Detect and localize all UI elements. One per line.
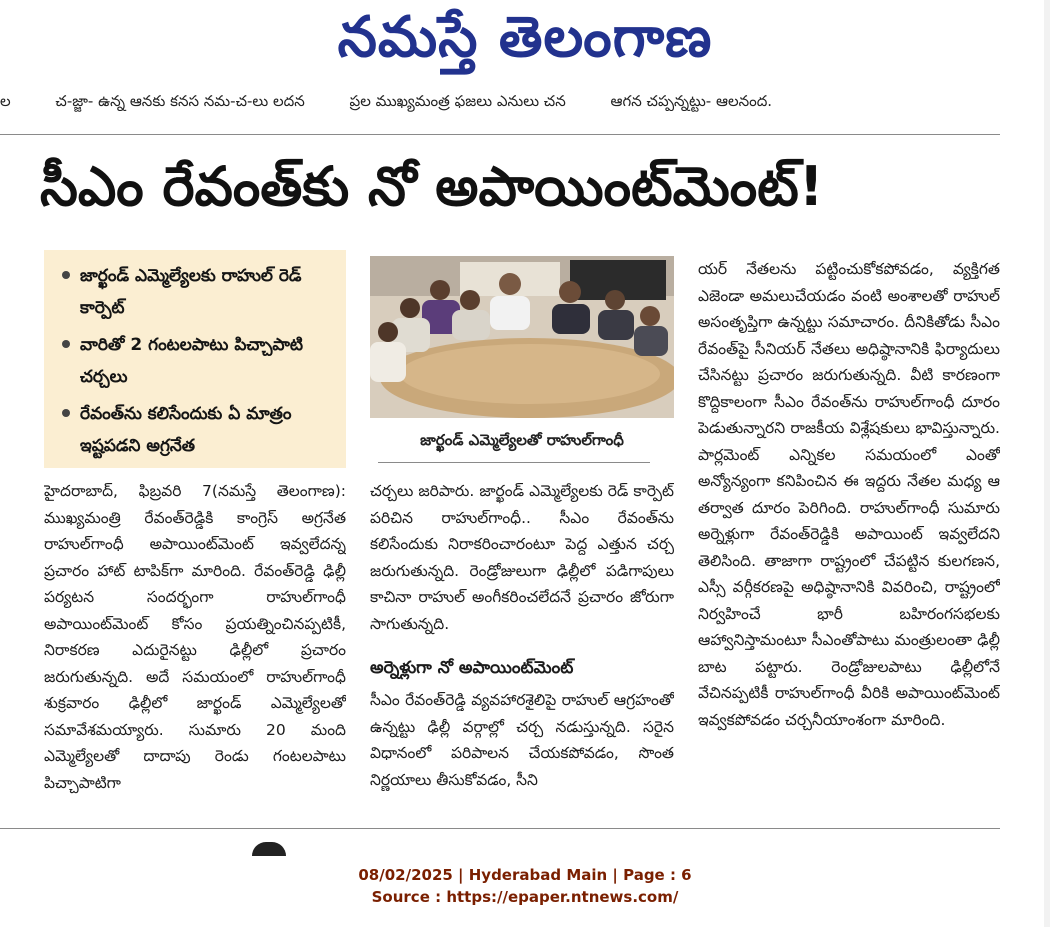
article-column-2 bbox=[370, 478, 674, 808]
caption-underline bbox=[378, 462, 650, 463]
body-paragraph: చర్చలు జరిపారు. జార్ఖండ్ ఎమ్మెల్యేలకు రెడ్ కార్పెట్ పరిచిన రాహుల్‌గాంధీ.. సీఎం రేవంత్‌ను కలిసేందుకు నిరాకరించారంటూ పెద్ద ఎత్తున చర్చ జరుగుతున్నది. రెండ్రోజులుగా ఢిల్లీలో పడిగాపులు కాచినా రాహుల్ అంగీకరించలేదనే ప్రచారం జోరుగా సాగుతున్నది. bbox=[370, 482, 674, 633]
highlights-box bbox=[44, 250, 346, 468]
bullet-icon bbox=[62, 340, 70, 348]
body-paragraph: యర్ నేతలను పట్టించుకోకపోవడం, వ్యక్తిగత ఎజెండా అమలుచేయడం వంటి అంశాలతో రాహుల్ అసంతృప్తిగా ఉన్నట్టు సమాచారం. దీనికితోడు సీఎం రేవంత్‌పై సీనియర్ నేతలు అధిష్ఠానానికి ఫిర్యాదులు చేసినట్టు ప్రచారం జరుగుతున్నది. వీటి కారణంగా కొద్దికాలంగా సీఎం రేవంత్‌ను రాహుల్‌గాంధీ దూరం పెడుతున్నారని రాజకీయ విశ్లేషకులు భావిస్తున్నారు. పార్లమెంట్ ఎన్నికల సమయంలో ఎంతో అన్యోన్యంగా కనిపించిన ఈ ఇద్దరు నేతల మధ్య ఆ తర్వాత దూరం పెరిగింది. రాహుల్‌గాంధీ సుమారు అర్నెళ్లుగా రేవంత్‌రెడ్డికి అపాయింట్ ఇవ్వలేదని తెలిసింది. తాజాగా రాష్ట్రంలో చేపట్టిన కులగణన, ఎస్సీ వర్గీకరణపై అధిష్ఠానానికి వివరించి, రాష్ట్రంలో నిర్వహించే భారీ బహిరంగసభలకు ఆహ్వానిస్తామంటూ సీఎంతోపాటు మంత్రులంతా ఢిల్లీ బాట పట్టారు. రెండ్రోజులపాటు ఢిల్లీలోనే వేచినప్పటికీ రాహుల్‌గాంధీ వీరికి అపాయింట్‌మెంట్ ఇవ్వకపోవడం చర్చనీయాంశంగా మారింది. bbox=[698, 260, 1000, 729]
article-headline: సీఎం రేవంత్‌కు నో అపాయింట్‌మెంట్‌! bbox=[40, 155, 824, 218]
photo-caption: జార్ఖండ్ ఎమ్మెల్యేలతో రాహుల్‌గాంధీ bbox=[420, 431, 624, 449]
meeting-photo-illustration bbox=[370, 256, 674, 418]
article-column-1 bbox=[44, 478, 346, 808]
footer-source: Source : https://epaper.ntnews.com/ bbox=[371, 888, 679, 906]
ticker-snippet: ల bbox=[0, 92, 11, 110]
top-divider bbox=[0, 134, 1000, 135]
article-subhead: అర్నెళ్లుగా నో అపాయింట్‌మెంట్ bbox=[370, 658, 574, 678]
footer-edition-info: 08/02/2025 | Hyderabad Main | Page : 6 bbox=[358, 866, 692, 884]
body-paragraph: సీఎం రేవంత్‌రెడ్డి వ్యవహారశైలిపై రాహుల్ ఆగ్రహంతో ఉన్నట్టు ఢిల్లీ వర్గాల్లో చర్చ నడుస్తున్నది. సరైన విధానంలో పరిపాలన చేయకపోవడం, సొంత నిర్ణయాలు తీసుకోవడం, సీని bbox=[370, 691, 674, 789]
bottom-divider bbox=[0, 828, 1000, 829]
masthead bbox=[0, 0, 1050, 80]
bullet-icon bbox=[62, 271, 70, 279]
article-column-3 bbox=[698, 256, 1000, 812]
ticker-strip bbox=[0, 88, 1000, 114]
body-paragraph: హైదరాబాద్, ఫిబ్రవరి 7(నమస్తే తెలంగాణ): ముఖ్యమంత్రి రేవంత్‌రెడ్డికి కాంగ్రెస్ అగ్రనేత రాహుల్‌గాంధీ అపాయింట్‌మెంట్ ఇవ్వలేదన్న ప్రచారం హాట్ టాపిక్‌గా మారింది. రేవంత్‌రెడ్డి ఢిల్లీ పర్యటన సందర్భంగా రాహుల్‌గాంధీ అపాయింట్‌మెంట్ కోసం ప్రయత్నించినప్పటికీ, నిరాకరణ ఎదురైనట్టు ఢిల్లీలో ప్రచారం జరుగుతున్నది. అదే సమయంలో రాహుల్‌గాంధీ శుక్రవారం ఢిల్లీలో జార్ఖండ్ ఎమ్మెల్యేలతో సమావేశమయ్యారు. సుమారు 20 మంది ఎమ్మెల్యేలతో దాదాపు రెండు గంటలపాటు పిచ్చాపాటిగా bbox=[44, 482, 346, 792]
ticker-snippet: చ-జ్జా- ఉన్న ఆనకు కనస నమ-చ-లు లదన bbox=[55, 92, 305, 110]
masthead-title: నమస్తే తెలంగాణ bbox=[337, 5, 713, 70]
highlight-item bbox=[62, 398, 334, 462]
highlight-text: జార్ఖండ్ ఎమ్మెల్యేలకు రాహుల్ రెడ్ కార్పెట్ bbox=[80, 266, 302, 318]
ticker-snippet: ప్రల ముఖ్యమంత్ర ఫజలు ఎనులు చన bbox=[349, 92, 566, 110]
highlight-item bbox=[62, 329, 334, 393]
partial-image-fragment bbox=[252, 842, 286, 856]
highlight-text: రేవంత్‌ను కలిసేందుకు ఏ మాత్రం ఇష్టపడని అగ్రనేత bbox=[80, 404, 292, 456]
article-photo bbox=[370, 256, 674, 418]
page-edge bbox=[1044, 0, 1050, 927]
highlight-text: వారితో 2 గంటలపాటు పిచ్చాపాటి చర్చలు bbox=[80, 335, 304, 387]
ticker-snippet: ఆగన చప్పన్నట్టు- ఆలనంద. bbox=[610, 92, 773, 110]
bullet-icon bbox=[62, 409, 70, 417]
highlight-item bbox=[62, 260, 334, 324]
